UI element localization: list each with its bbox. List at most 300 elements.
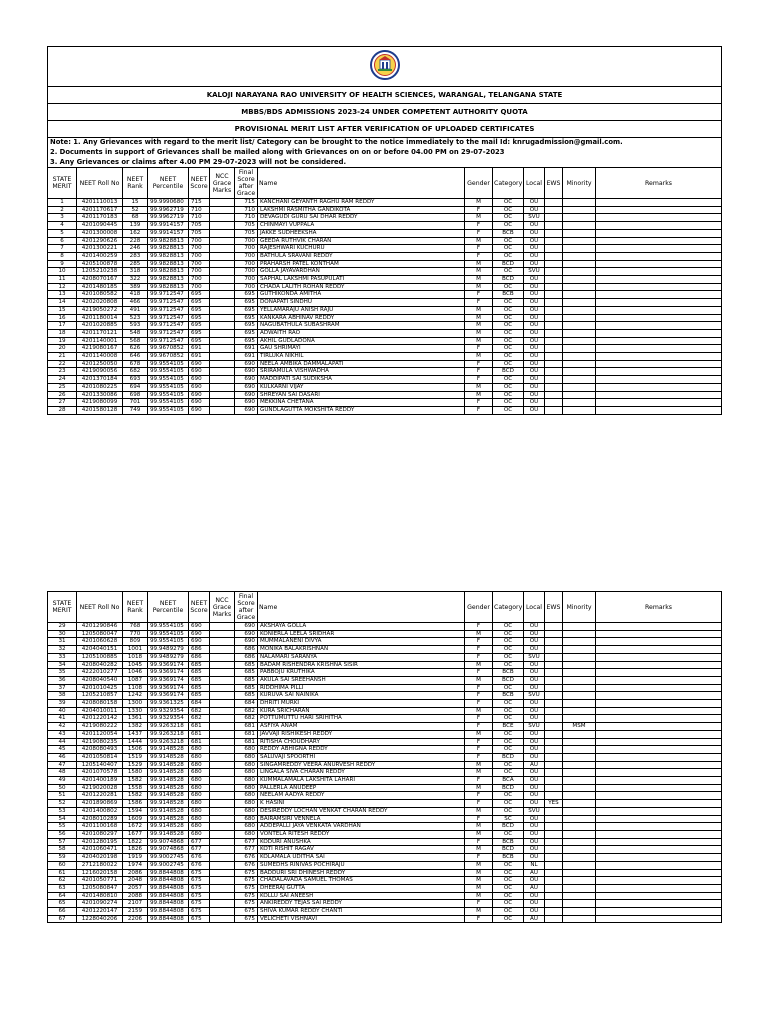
- cell-remarks: [596, 306, 722, 314]
- table-row: [48, 630, 722, 638]
- cell-ews: [545, 908, 563, 916]
- cell-gender: M: [465, 707, 493, 715]
- cell-neet-rank: 1919: [123, 854, 148, 862]
- cell-neet-rank: 1437: [123, 730, 148, 738]
- cell-ncc-grace-marks: [210, 630, 235, 638]
- column-header-row: [48, 592, 722, 623]
- table-row: [48, 276, 722, 284]
- cell-neet-rank: 749: [123, 406, 148, 414]
- cell-remarks: [596, 769, 722, 777]
- cell-category: OC: [493, 746, 524, 754]
- cell-final-score: 705: [235, 222, 258, 230]
- table-row: [48, 345, 722, 353]
- cell-final-score: 677: [235, 838, 258, 846]
- cell-state-merit: 41: [48, 715, 77, 723]
- cell-category: OC: [493, 245, 524, 253]
- cell-ews: [545, 746, 563, 754]
- cell-state-merit: 21: [48, 353, 77, 361]
- cell-gender: M: [465, 214, 493, 222]
- cell-state-merit: 66: [48, 908, 77, 916]
- cell-neet-percentile: 99.9369174: [148, 692, 189, 700]
- cell-remarks: [596, 237, 722, 245]
- cell-neet-rank: 2088: [123, 892, 148, 900]
- cell-minority: [563, 406, 596, 414]
- cell-minority: [563, 314, 596, 322]
- cell-neet-percentile: 99.9148528: [148, 823, 189, 831]
- cell-minority: [563, 399, 596, 407]
- cell-ews: [545, 638, 563, 646]
- cell-state-merit: 24: [48, 376, 77, 384]
- cell-ncc-grace-marks: [210, 638, 235, 646]
- cell-category: OC: [493, 360, 524, 368]
- cell-gender: M: [465, 761, 493, 769]
- cell-neet-rank: 1672: [123, 823, 148, 831]
- cell-neet-rank: 1529: [123, 761, 148, 769]
- cell-neet-percentile: 99.9554105: [148, 368, 189, 376]
- cell-final-score: 681: [235, 723, 258, 731]
- cell-neet-percentile: 99.9712547: [148, 329, 189, 337]
- cell-final-score: 684: [235, 700, 258, 708]
- cell-local: OU: [524, 638, 545, 646]
- cell-ncc-grace-marks: [210, 399, 235, 407]
- table-row: [48, 653, 722, 661]
- cell-ncc-grace-marks: [210, 854, 235, 862]
- cell-local: OU: [524, 322, 545, 330]
- cell-remarks: [596, 830, 722, 838]
- cell-minority: [563, 800, 596, 808]
- cell-neet-score: 695: [189, 291, 210, 299]
- cell-candidate-name: JAKKE SUDHEEKSHA: [258, 229, 465, 237]
- cell-gender: F: [465, 206, 493, 214]
- cell-neet-score: 690: [189, 391, 210, 399]
- cell-ncc-grace-marks: [210, 623, 235, 631]
- cell-neet-percentile: 99.9828813: [148, 245, 189, 253]
- cell-remarks: [596, 383, 722, 391]
- cell-local: AU: [524, 915, 545, 923]
- cell-gender: M: [465, 676, 493, 684]
- cell-neet-roll-no: 4204020198: [77, 854, 123, 862]
- cell-category: OC: [493, 830, 524, 838]
- cell-candidate-name: GOLLA JAYAVARDHAN: [258, 268, 465, 276]
- cell-remarks: [596, 792, 722, 800]
- cell-neet-percentile: 99.9554105: [148, 406, 189, 414]
- cell-minority: [563, 861, 596, 869]
- cell-minority: [563, 391, 596, 399]
- cell-neet-rank: 1822: [123, 838, 148, 846]
- cell-state-merit: 47: [48, 761, 77, 769]
- cell-ews: [545, 283, 563, 291]
- cell-minority: [563, 206, 596, 214]
- cell-minority: [563, 623, 596, 631]
- cell-ncc-grace-marks: [210, 738, 235, 746]
- cell-remarks: [596, 800, 722, 808]
- cell-neet-score: 680: [189, 746, 210, 754]
- cell-gender: M: [465, 329, 493, 337]
- cell-minority: [563, 884, 596, 892]
- cell-ncc-grace-marks: [210, 229, 235, 237]
- cell-neet-roll-no: 4201080297: [77, 830, 123, 838]
- cell-minority: [563, 815, 596, 823]
- cell-local: OU: [524, 222, 545, 230]
- cell-neet-rank: 1045: [123, 661, 148, 669]
- cell-final-score: 715: [235, 199, 258, 207]
- cell-gender: M: [465, 383, 493, 391]
- cell-gender: F: [465, 815, 493, 823]
- cell-neet-rank: 2107: [123, 900, 148, 908]
- cell-candidate-name: SINGAMREDDY VEERA ANURVESH REDDY: [258, 761, 465, 769]
- cell-neet-percentile: 99.9148528: [148, 746, 189, 754]
- cell-neet-percentile: 99.9554105: [148, 376, 189, 384]
- cell-remarks: [596, 746, 722, 754]
- cell-neet-score: 686: [189, 653, 210, 661]
- cell-ncc-grace-marks: [210, 707, 235, 715]
- cell-candidate-name: SAPHAL LAKSHMI PASUPULATI: [258, 276, 465, 284]
- cell-ews: [545, 753, 563, 761]
- cell-local: OU: [524, 283, 545, 291]
- cell-neet-percentile: 99.9148528: [148, 753, 189, 761]
- cell-gender: F: [465, 738, 493, 746]
- cell-local: OU: [524, 669, 545, 677]
- cell-ews: [545, 314, 563, 322]
- cell-state-merit: 49: [48, 777, 77, 785]
- cell-state-merit: 36: [48, 676, 77, 684]
- cell-state-merit: 51: [48, 792, 77, 800]
- cell-minority: [563, 630, 596, 638]
- table-row: [48, 661, 722, 669]
- cell-gender: F: [465, 700, 493, 708]
- cell-neet-rank: 1594: [123, 807, 148, 815]
- cell-category: OC: [493, 345, 524, 353]
- cell-final-score: 700: [235, 268, 258, 276]
- cell-gender: M: [465, 237, 493, 245]
- cell-local: OU: [524, 276, 545, 284]
- cell-category: OC: [493, 206, 524, 214]
- cell-state-merit: 48: [48, 769, 77, 777]
- cell-neet-roll-no: 4204010011: [77, 707, 123, 715]
- cell-state-merit: 13: [48, 291, 77, 299]
- cell-minority: [563, 777, 596, 785]
- cell-ncc-grace-marks: [210, 838, 235, 846]
- cell-gender: F: [465, 406, 493, 414]
- cell-neet-rank: 1046: [123, 669, 148, 677]
- cell-ews: YES: [545, 800, 563, 808]
- cell-neet-rank: 418: [123, 291, 148, 299]
- table-row: [48, 260, 722, 268]
- cell-ews: [545, 206, 563, 214]
- cell-ncc-grace-marks: [210, 800, 235, 808]
- merit-list-title: PROVISIONAL MERIT LIST AFTER VERIFICATION OF UPLOADED CERTIFICATES: [48, 121, 722, 138]
- cell-ews: [545, 715, 563, 723]
- cell-candidate-name: AKSHAYA GOLLA: [258, 623, 465, 631]
- cell-state-merit: 22: [48, 360, 77, 368]
- cell-ncc-grace-marks: [210, 306, 235, 314]
- cell-neet-rank: 228: [123, 237, 148, 245]
- table-row: [48, 322, 722, 330]
- cell-minority: [563, 676, 596, 684]
- cell-gender: F: [465, 245, 493, 253]
- table-row: [48, 376, 722, 384]
- cell-neet-roll-no: 4208040282: [77, 661, 123, 669]
- cell-local: OU: [524, 329, 545, 337]
- cell-minority: [563, 730, 596, 738]
- cell-neet-score: 685: [189, 669, 210, 677]
- cell-neet-score: 681: [189, 730, 210, 738]
- cell-remarks: [596, 676, 722, 684]
- cell-final-score: 690: [235, 638, 258, 646]
- cell-local: OU: [524, 846, 545, 854]
- cell-gender: F: [465, 854, 493, 862]
- column-header-state-merit: STATE MERIT: [48, 592, 77, 623]
- cell-ews: [545, 823, 563, 831]
- cell-neet-score: 676: [189, 861, 210, 869]
- cell-remarks: [596, 692, 722, 700]
- cell-neet-score: 680: [189, 807, 210, 815]
- table-row: [48, 229, 722, 237]
- cell-neet-rank: 389: [123, 283, 148, 291]
- cell-final-score: 695: [235, 314, 258, 322]
- cell-ews: [545, 329, 563, 337]
- cell-candidate-name: BAIRAMSIRI VENNELA: [258, 815, 465, 823]
- cell-ncc-grace-marks: [210, 653, 235, 661]
- cell-neet-rank: 678: [123, 360, 148, 368]
- cell-candidate-name: KANKARA ABHINAV REDDY: [258, 314, 465, 322]
- cell-neet-score: 710: [189, 214, 210, 222]
- cell-candidate-name: GEEDA RUTHVIK CHARAN: [258, 237, 465, 245]
- cell-candidate-name: KODURI ANUSHKA: [258, 838, 465, 846]
- cell-remarks: [596, 199, 722, 207]
- note-3: 3. Any Grievances or claims after 4.00 PM 29-07-2023 will not be considered.: [48, 158, 722, 168]
- cell-local: OU: [524, 406, 545, 414]
- cell-ncc-grace-marks: [210, 715, 235, 723]
- cell-neet-score: 680: [189, 769, 210, 777]
- cell-state-merit: 4: [48, 222, 77, 230]
- cell-minority: [563, 838, 596, 846]
- cell-neet-rank: 1018: [123, 653, 148, 661]
- cell-ews: [545, 199, 563, 207]
- cell-candidate-name: KANCHANI GEYANTH RAGHU RAM REDDY: [258, 199, 465, 207]
- cell-ncc-grace-marks: [210, 777, 235, 785]
- cell-final-score: 695: [235, 329, 258, 337]
- cell-local: OU: [524, 823, 545, 831]
- cell-final-score: 690: [235, 383, 258, 391]
- cell-neet-percentile: 99.9263218: [148, 738, 189, 746]
- merit-table-page-1: [47, 46, 722, 415]
- cell-ncc-grace-marks: [210, 669, 235, 677]
- cell-final-score: 685: [235, 684, 258, 692]
- cell-ews: [545, 322, 563, 330]
- cell-neet-roll-no: 4201020885: [77, 322, 123, 330]
- cell-minority: [563, 738, 596, 746]
- cell-candidate-name: NEELA AMBIKA DAMMALAPATI: [258, 360, 465, 368]
- cell-ews: [545, 653, 563, 661]
- cell-gender: F: [465, 299, 493, 307]
- cell-state-merit: 1: [48, 199, 77, 207]
- cell-state-merit: 58: [48, 846, 77, 854]
- cell-candidate-name: KONIERLA LEELA SRIDHAR: [258, 630, 465, 638]
- cell-gender: M: [465, 861, 493, 869]
- cell-ews: [545, 399, 563, 407]
- cell-neet-rank: 593: [123, 322, 148, 330]
- cell-gender: F: [465, 746, 493, 754]
- cell-remarks: [596, 854, 722, 862]
- cell-neet-score: 682: [189, 715, 210, 723]
- cell-ncc-grace-marks: [210, 892, 235, 900]
- cell-minority: [563, 306, 596, 314]
- cell-category: BCB: [493, 229, 524, 237]
- cell-neet-percentile: 99.9554105: [148, 360, 189, 368]
- cell-local: OU: [524, 746, 545, 754]
- column-header-ews: EWS: [545, 168, 563, 199]
- column-header-neet-score: NEET Score: [189, 592, 210, 623]
- cell-gender: M: [465, 823, 493, 831]
- cell-state-merit: 57: [48, 838, 77, 846]
- cell-ews: [545, 684, 563, 692]
- table-row: [48, 692, 722, 700]
- cell-category: OC: [493, 661, 524, 669]
- column-header-neet-roll-no: NEET Roll No: [77, 592, 123, 623]
- cell-category: OC: [493, 761, 524, 769]
- table-row: [48, 306, 722, 314]
- cell-state-merit: 7: [48, 245, 77, 253]
- cell-candidate-name: KUMMALAMALA LAKSHITA LAHARI: [258, 777, 465, 785]
- cell-ews: [545, 730, 563, 738]
- cell-neet-score: 684: [189, 700, 210, 708]
- cell-local: OU: [524, 299, 545, 307]
- cell-neet-rank: 15: [123, 199, 148, 207]
- cell-neet-percentile: 99.9962719: [148, 214, 189, 222]
- cell-ews: [545, 229, 563, 237]
- cell-category: OC: [493, 684, 524, 692]
- cell-state-merit: 54: [48, 815, 77, 823]
- cell-gender: M: [465, 306, 493, 314]
- cell-local: SVU: [524, 653, 545, 661]
- cell-local: OU: [524, 391, 545, 399]
- cell-ews: [545, 268, 563, 276]
- admissions-title: MBBS/BDS ADMISSIONS 2023-24 UNDER COMPETENT AUTHORITY QUOTA: [48, 104, 722, 121]
- cell-candidate-name: AKULA SAI SREEHANSH: [258, 676, 465, 684]
- cell-ews: [545, 738, 563, 746]
- cell-state-merit: 62: [48, 877, 77, 885]
- cell-state-merit: 29: [48, 623, 77, 631]
- cell-minority: [563, 237, 596, 245]
- column-header-candidate-name: Name: [258, 168, 465, 199]
- cell-neet-rank: 1242: [123, 692, 148, 700]
- table-row: [48, 769, 722, 777]
- cell-local: OU: [524, 252, 545, 260]
- cell-neet-roll-no: 4201580128: [77, 406, 123, 414]
- cell-neet-percentile: 99.8844808: [148, 915, 189, 923]
- cell-remarks: [596, 908, 722, 916]
- cell-ews: [545, 368, 563, 376]
- cell-ews: [545, 337, 563, 345]
- cell-neet-score: 695: [189, 322, 210, 330]
- cell-neet-percentile: 99.9148528: [148, 807, 189, 815]
- cell-final-score: 675: [235, 908, 258, 916]
- note-2: 2. Documents in support of Grievances shall be mailed along with Grievances on on or before 04.00 PM on 29-07-2023: [48, 148, 722, 158]
- table-row: [48, 753, 722, 761]
- cell-neet-rank: 283: [123, 252, 148, 260]
- table-row: [48, 368, 722, 376]
- table-row: [48, 222, 722, 230]
- cell-minority: [563, 877, 596, 885]
- table-row: [48, 337, 722, 345]
- cell-local: SVU: [524, 268, 545, 276]
- cell-gender: F: [465, 291, 493, 299]
- cell-remarks: [596, 900, 722, 908]
- cell-gender: F: [465, 723, 493, 731]
- cell-local: OU: [524, 237, 545, 245]
- cell-neet-percentile: 99.9962719: [148, 206, 189, 214]
- cell-neet-roll-no: 4208080493: [77, 746, 123, 754]
- cell-state-merit: 60: [48, 861, 77, 869]
- cell-gender: M: [465, 807, 493, 815]
- cell-state-merit: 65: [48, 900, 77, 908]
- cell-neet-rank: 682: [123, 368, 148, 376]
- cell-final-score: 676: [235, 854, 258, 862]
- cell-state-merit: 28: [48, 406, 77, 414]
- cell-category: OC: [493, 892, 524, 900]
- cell-state-merit: 53: [48, 807, 77, 815]
- cell-neet-percentile: 99.9002745: [148, 854, 189, 862]
- cell-local: OU: [524, 291, 545, 299]
- cell-neet-percentile: 99.9489279: [148, 653, 189, 661]
- cell-local: OU: [524, 777, 545, 785]
- cell-ews: [545, 777, 563, 785]
- cell-final-score: 690: [235, 630, 258, 638]
- table-row: [48, 383, 722, 391]
- cell-gender: M: [465, 846, 493, 854]
- cell-neet-rank: 770: [123, 630, 148, 638]
- cell-state-merit: 17: [48, 322, 77, 330]
- cell-ews: [545, 838, 563, 846]
- cell-final-score: 685: [235, 669, 258, 677]
- table-row: [48, 908, 722, 916]
- cell-category: BCB: [493, 692, 524, 700]
- table-row: [48, 684, 722, 692]
- cell-neet-percentile: 99.9263218: [148, 730, 189, 738]
- cell-neet-score: 677: [189, 838, 210, 846]
- table-row: [48, 784, 722, 792]
- table-row: [48, 838, 722, 846]
- cell-gender: F: [465, 653, 493, 661]
- cell-neet-score: 715: [189, 199, 210, 207]
- cell-neet-score: 705: [189, 222, 210, 230]
- cell-minority: [563, 692, 596, 700]
- column-header-neet-rank: NEET Rank: [123, 168, 148, 199]
- cell-neet-roll-no: 4219080167: [77, 345, 123, 353]
- cell-category: OC: [493, 653, 524, 661]
- cell-final-score: 700: [235, 237, 258, 245]
- cell-neet-score: 690: [189, 368, 210, 376]
- cell-ncc-grace-marks: [210, 345, 235, 353]
- cell-minority: [563, 337, 596, 345]
- cell-remarks: [596, 823, 722, 831]
- cell-ncc-grace-marks: [210, 406, 235, 414]
- cell-neet-roll-no: 4201090274: [77, 900, 123, 908]
- cell-ews: [545, 291, 563, 299]
- cell-local: OU: [524, 661, 545, 669]
- cell-final-score: 680: [235, 746, 258, 754]
- cell-gender: F: [465, 684, 493, 692]
- cell-ncc-grace-marks: [210, 815, 235, 823]
- table-row: [48, 214, 722, 222]
- cell-neet-score: 691: [189, 353, 210, 361]
- cell-local: AU: [524, 884, 545, 892]
- cell-minority: [563, 199, 596, 207]
- cell-neet-percentile: 99.9074868: [148, 838, 189, 846]
- cell-neet-roll-no: 4201220147: [77, 908, 123, 916]
- cell-final-score: 680: [235, 769, 258, 777]
